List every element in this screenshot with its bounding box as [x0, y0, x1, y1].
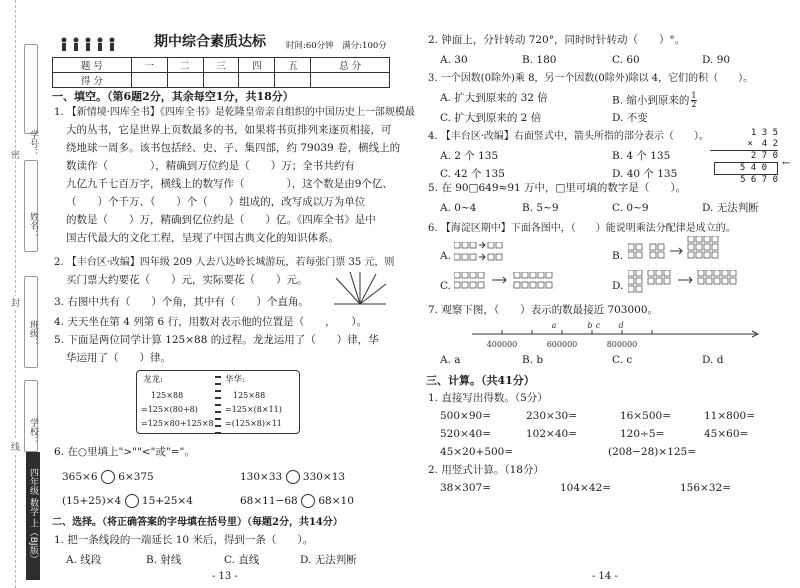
c5-option[interactable]: D. 无法判断 — [702, 202, 759, 214]
notebook-right-line: 125×88 — [233, 391, 266, 400]
calc-item[interactable]: 102×40= — [526, 428, 577, 440]
c7-line: 7. 观察下图，（ ）表示的数最接近 703000。 — [428, 304, 659, 316]
notebook-spiral — [215, 371, 221, 433]
cut-char-1: 密 — [11, 148, 20, 161]
nl-label: 800000 — [606, 340, 638, 349]
q1-line: （ ）个千万、（ ）个（ ）组成的，改写成以万为单位 — [66, 196, 366, 208]
score-cell[interactable] — [167, 73, 203, 88]
s2-heading: 2. 用竖式计算。（18分） — [428, 464, 544, 476]
exam-meta: 时间:60分钟 满分:100分 — [286, 41, 387, 51]
cut-char-3: 线 — [11, 440, 20, 453]
c6-option[interactable]: A. — [440, 250, 451, 262]
c5-line: 5. 在 90□649≈91 万中，□里可填的数字是（ ）。 — [428, 182, 687, 194]
page-left — [44, 0, 415, 588]
nl-label: 400000 — [486, 340, 518, 349]
page-right — [412, 0, 800, 588]
c3-option[interactable]: C. 扩大到原来的 2 倍 — [440, 112, 542, 124]
c1-option[interactable]: B. 射线 — [146, 554, 182, 566]
page-number: - 14 - — [592, 571, 618, 582]
c4-option[interactable]: D. 40 个 135 — [612, 168, 678, 180]
section-3-heading: 三、计算。（共41分） — [426, 374, 535, 387]
q3-line: 3. 右图中共有（ ）个角，其中有（ ）个直角。 — [54, 296, 309, 308]
score-cell[interactable] — [311, 73, 390, 88]
compare-circle[interactable] — [301, 494, 315, 508]
fraction-denominator: 2 — [691, 100, 697, 109]
score-cell[interactable] — [131, 73, 167, 88]
q6-item: (15+25)×4 15+25×4 — [62, 495, 193, 507]
notebook-left-line: =125×80+125×8 — [141, 419, 214, 428]
c6-line: 6. 【海淀区期中】下面各图中，（ ）能说明乘法分配律是成立的。 — [428, 223, 736, 234]
compare-circle[interactable] — [125, 494, 139, 508]
q6-line: 6. 在○里填上">""<"或"="。 — [54, 446, 195, 458]
score-table-row — [53, 73, 390, 88]
notebook-left-name: 龙龙: — [143, 375, 163, 385]
notebook-figure — [136, 370, 300, 434]
calc-item[interactable]: 11×800= — [704, 410, 755, 422]
q5-line: 华运用了（ ）律。 — [66, 352, 171, 364]
c2-option[interactable]: D. 90 — [702, 54, 731, 66]
c1-option[interactable]: C. 直线 — [224, 554, 260, 566]
c1-line: 1. 把一条线段的一端延长 10 米后，得到一条（ ）。 — [54, 534, 314, 546]
table-cell: 五 — [275, 58, 311, 73]
notebook-left-line: 125×88 — [151, 391, 184, 400]
calc-item[interactable]: 45×20+500= — [440, 446, 514, 458]
q5-line: 5. 下面是两位同学计算 125×88 的过程。龙龙运用了（ ）律，华 — [54, 334, 379, 346]
nl-letter-d: d — [618, 321, 624, 330]
c6-option[interactable]: C. — [440, 280, 451, 292]
notebook-right-name: 华华: — [225, 375, 245, 385]
c7-option[interactable]: D. d — [702, 354, 724, 366]
vm-line: 5 6 7 0 — [740, 175, 778, 185]
calc-item[interactable]: 520×40= — [440, 428, 491, 440]
school-label: 学校： — [28, 418, 38, 445]
q1-line: 大的丛书，它是世界上页数最多的书，如果将书页排列来逐页相接，可 — [66, 124, 392, 136]
book-tab: 四年级 数学 上（BJ版） — [26, 452, 40, 580]
student-id-box[interactable] — [24, 44, 38, 134]
table-cell: 二 — [167, 58, 203, 73]
c6-option[interactable]: B. — [612, 250, 624, 262]
q6-item: 365×6 6×375 — [62, 471, 154, 483]
c6-figure-d — [628, 270, 748, 296]
c2-option[interactable]: C. 60 — [612, 54, 640, 66]
people-icon — [58, 36, 118, 56]
cut-char-2: 封 — [11, 296, 20, 309]
score-cell[interactable] — [239, 73, 275, 88]
q6-item: 68×11−68 68×10 — [240, 495, 354, 507]
number-line — [472, 320, 762, 350]
c3-option[interactable]: A. 扩大到原来的 32 倍 — [440, 92, 548, 104]
arrow-left-icon: ← — [782, 158, 791, 169]
vm-line: 5 4 0 — [714, 162, 778, 175]
table-cell: 一 — [131, 58, 167, 73]
calc-item[interactable]: 16×500= — [620, 410, 671, 422]
s1-heading: 1. 直接写出得数。（5分） — [428, 392, 548, 404]
calc-item[interactable]: 500×90= — [440, 410, 491, 422]
exam-title: 期中综合素质达标 — [154, 34, 266, 50]
angle-figure — [332, 270, 388, 306]
name-label: 姓名： — [28, 212, 38, 239]
vm-line: 1 3 5 — [750, 128, 778, 138]
section-2-heading: 二、选择。（将正确答案的字母填在括号里）（每题2分，共14分） — [52, 517, 343, 528]
c1-option[interactable]: A. 线段 — [66, 554, 102, 566]
notebook-left-line: =125×(80+8) — [141, 405, 198, 414]
vert-calc-item[interactable]: 104×42= — [560, 482, 611, 494]
c1-option[interactable]: D. 无法判断 — [300, 554, 357, 566]
table-cell: 得 分 — [53, 73, 132, 88]
table-cell: 总 分 — [311, 58, 390, 73]
c5-option[interactable]: A. 0~4 — [440, 202, 477, 214]
c4-option[interactable]: A. 2 个 135 — [440, 150, 499, 162]
table-cell: 四 — [239, 58, 275, 73]
page-number: - 13 - — [212, 571, 238, 582]
score-cell[interactable] — [203, 73, 239, 88]
q2-line: 2. 【丰台区·改编】四年级 209 人去八达岭长城游玩，若每张门票 35 元，则 — [54, 257, 395, 268]
vm-line: 2 7 0 — [750, 151, 778, 161]
c2-line: 2. 钟面上，分针转动 720°，同时时针转动（ ）°。 — [428, 34, 686, 46]
q1-line: 国古代最大的文化工程，呈现了中国古典文化的知识体系。 — [66, 232, 339, 244]
calc-item[interactable]: (208−28)×125= — [608, 446, 697, 458]
q1-line: 九亿九千七百万字，横线上的数写作（ ），这个数是由9个亿、 — [66, 178, 393, 190]
c3-line: 3. 一个因数(0除外)乘 8，另一个因数(0除外)除以 4，它们的积（ ）。 — [428, 73, 754, 84]
q4-line: 4. 天天坐在第 4 列第 6 行，用数对表示他的位置是（ ， ）。 — [54, 316, 368, 328]
calc-item[interactable]: 120÷5= — [620, 428, 665, 440]
c7-option[interactable]: C. c — [612, 354, 633, 366]
notebook-right-line: =125×(8×11) — [225, 405, 282, 414]
vm-line: × 4 2 — [710, 139, 778, 151]
c2-option[interactable]: B. 180 — [522, 54, 557, 66]
q1-line: 绕地球一周多。该书包括经、史、子、集四部，约 79039 卷，横线上的 — [66, 142, 401, 154]
q6-item: 130×33 330×13 — [240, 471, 346, 483]
c6-option[interactable]: D. — [612, 280, 624, 292]
c6-figure-b — [628, 236, 728, 266]
c2-option[interactable]: A. 30 — [440, 54, 468, 66]
table-cell: 三 — [203, 58, 239, 73]
table-cell: 题 号 — [53, 58, 132, 73]
vert-calc-item[interactable]: 38×307= — [440, 482, 491, 494]
student-id-label: 学号： — [28, 130, 38, 157]
score-table-header — [53, 58, 390, 73]
c4-line: 4. 【丰台区·改编】右面竖式中，箭头所指的部分表示（ ）。 — [428, 131, 709, 142]
c7-option[interactable]: B. b — [522, 354, 544, 366]
fraction-numerator: 1 — [691, 91, 697, 100]
c4-option[interactable]: C. 42 个 135 — [440, 168, 505, 180]
compare-circle[interactable] — [101, 470, 115, 484]
vertical-multiplication — [710, 128, 778, 186]
cut-line — [15, 0, 16, 588]
q2-line: 买门票大约要花（ ）元，实际要花（ ）元。 — [66, 274, 308, 286]
nl-letter-a: a — [551, 321, 557, 330]
score-cell[interactable] — [275, 73, 311, 88]
calc-item[interactable]: 230×30= — [526, 410, 577, 422]
nl-letter-b: b — [587, 321, 593, 330]
c3-option[interactable]: B. 缩小到原来的 $\frac{1}{2}$ — [612, 91, 697, 109]
binding-strip — [0, 0, 44, 588]
q1-line: 数读作（ ），精确到万位约是（ ）万；全书共约有 — [66, 160, 355, 172]
score-table — [52, 57, 390, 88]
c6-figure-a — [454, 242, 534, 268]
compare-circle[interactable] — [286, 470, 300, 484]
section-1-heading: 一、填空。（第6题2分，其余每空1分，共18分） — [52, 90, 294, 103]
nl-letter-c: c — [595, 321, 601, 330]
c7-option[interactable]: A. a — [440, 354, 461, 366]
q1-line: 1. 【新情境·四库全书】《四库全书》是乾隆皇帝亲自组织的中国历史上一部规模最 — [54, 107, 415, 118]
calc-item[interactable]: 45×60= — [704, 428, 749, 440]
c4-option[interactable]: B. 4 个 135 — [612, 150, 671, 162]
vert-calc-item[interactable]: 156×32= — [680, 482, 731, 494]
c5-option[interactable]: C. 0~9 — [612, 202, 649, 214]
nl-label: 600000 — [546, 340, 578, 349]
c5-option[interactable]: B. 5~9 — [522, 202, 559, 214]
q1-line: 的数是（ ）万，精确到亿位约是（ ）亿。《四库全书》是中 — [66, 214, 376, 226]
c6-figure-c — [454, 272, 574, 296]
c3-option[interactable]: D. 不变 — [612, 112, 648, 124]
notebook-right-line: =(125×8)×11 — [225, 419, 282, 428]
class-label: 班级： — [28, 320, 38, 347]
